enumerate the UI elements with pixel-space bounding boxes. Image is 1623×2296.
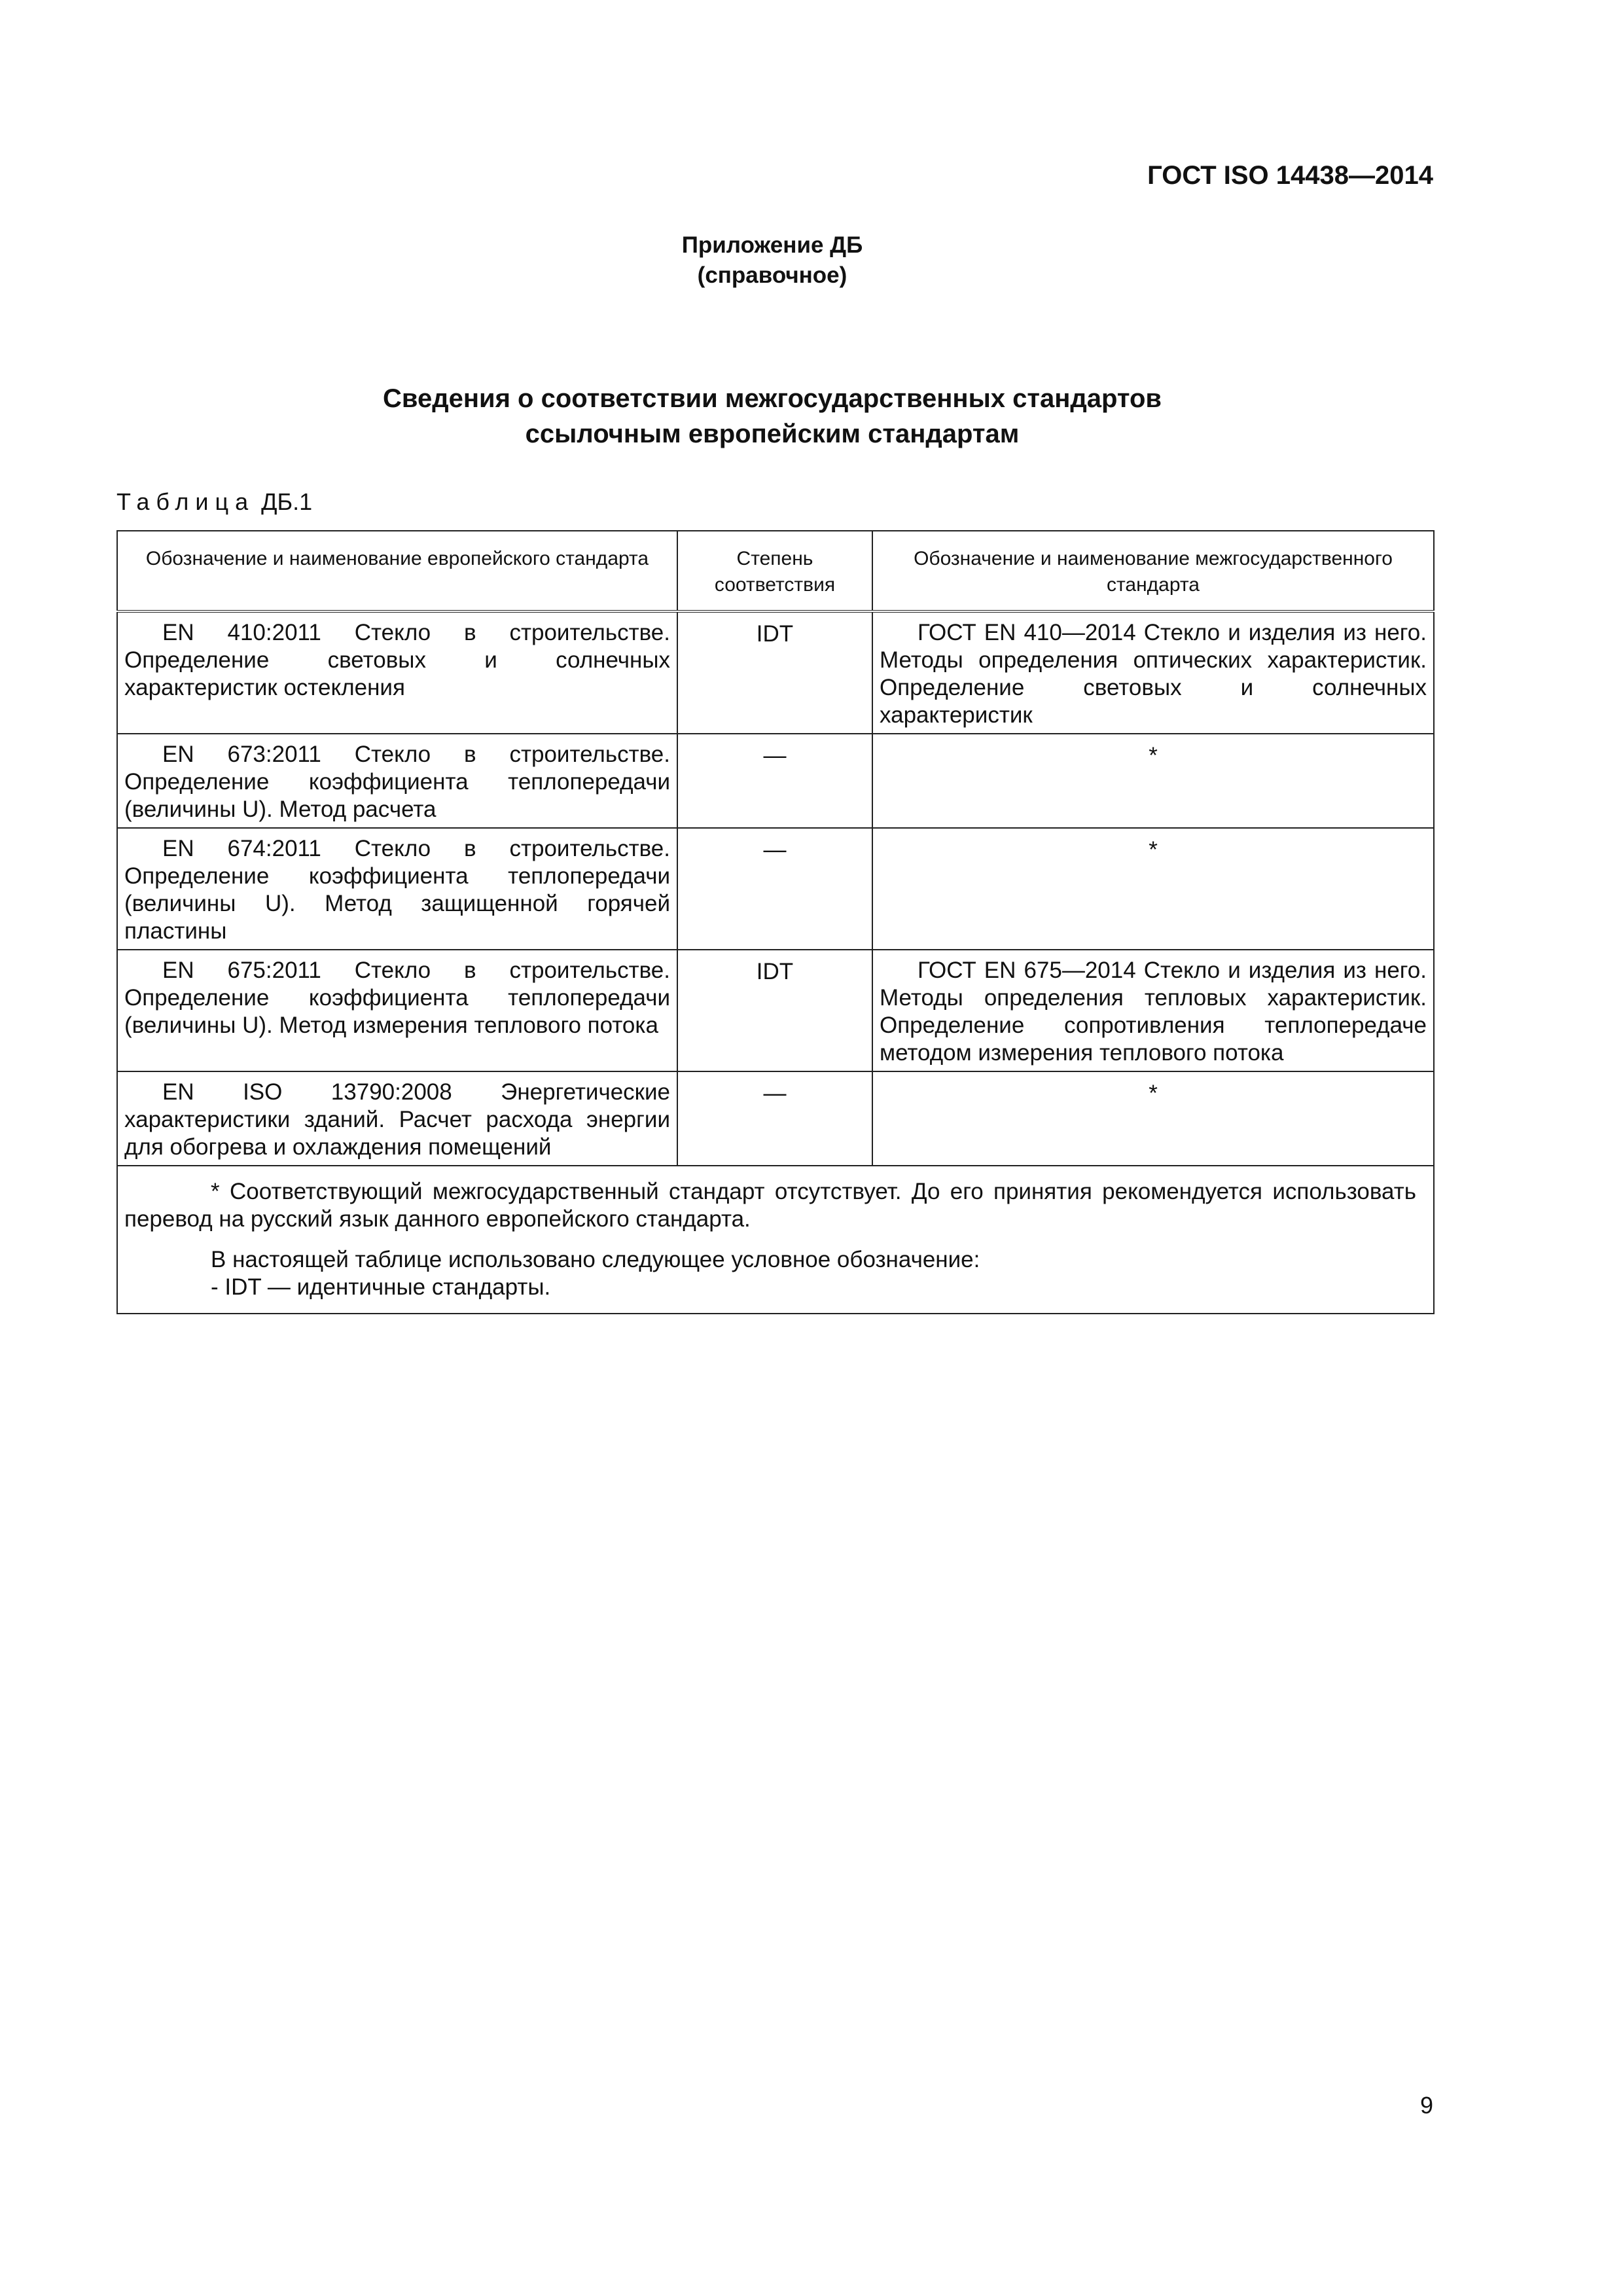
degree-text: — xyxy=(763,743,787,768)
appendix-label: Приложение ДБ xyxy=(681,232,863,258)
interstate-standard-text: * xyxy=(1149,837,1158,863)
degree-cell xyxy=(677,950,872,1071)
interstate-standard-cell xyxy=(872,1071,1434,1166)
header-degree: Степень соответствия xyxy=(677,531,872,611)
interstate-standard-cell xyxy=(872,734,1434,828)
degree-cell xyxy=(677,734,872,828)
interstate-standard-cell xyxy=(872,611,1434,734)
section-title xyxy=(0,381,1544,452)
table-row xyxy=(117,950,1434,1071)
european-standard-cell xyxy=(117,734,677,828)
degree-text: — xyxy=(763,1081,787,1106)
table-header-row xyxy=(117,531,1434,611)
european-standard-text: EN 673:2011 Стекло в строительстве. Определение коэффициента теплопередачи (величины U). Метод расчета xyxy=(124,742,670,822)
interstate-standard-text: ГОСТ EN 675—2014 Стекло и изделия из него. Методы определения тепловых характеристик. Определение сопротивления теплопередаче методом измерения теплового потока xyxy=(880,958,1427,1066)
degree-text: IDT xyxy=(756,621,794,647)
header-interstate-standard: Обозначение и наименование межгосударственного стандарта xyxy=(872,531,1434,611)
degree-cell xyxy=(677,1071,872,1166)
legend-intro: В настоящей таблице использовано следующее условное обозначение: xyxy=(211,1247,980,1272)
table-row xyxy=(117,1071,1434,1166)
document-code: ГОСТ ISO 14438—2014 xyxy=(1147,161,1433,190)
european-standard-cell xyxy=(117,611,677,734)
table-row xyxy=(117,734,1434,828)
european-standard-cell xyxy=(117,1071,677,1166)
table-caption-word: Таблица xyxy=(116,488,255,515)
degree-text: IDT xyxy=(756,959,794,984)
degree-cell xyxy=(677,611,872,734)
legend-item: - IDT — идентичные стандарты. xyxy=(211,1274,551,1300)
european-standard-text: EN 410:2011 Стекло в строительстве. Определение световых и солнечных характеристик остекления xyxy=(124,620,670,700)
interstate-standard-text: * xyxy=(1149,1081,1158,1106)
appendix-heading xyxy=(0,230,1544,291)
table-caption-number: ДБ.1 xyxy=(261,488,313,515)
table-footer-row xyxy=(117,1166,1434,1314)
european-standard-text: EN 674:2011 Стекло в строительстве. Определение коэффициента теплопередачи (величины U). Метод защищенной горячей пластины xyxy=(124,836,670,944)
table-footer-cell xyxy=(117,1166,1434,1314)
header-european-standard: Обозначение и наименование европейского стандарта xyxy=(117,531,677,611)
section-title-line-2: ссылочным европейским стандартам xyxy=(525,420,1020,448)
table-row xyxy=(117,611,1434,734)
european-standard-text: EN ISO 13790:2008 Энергетические характеристики зданий. Расчет расхода энергии для обогрева и охлаждения помещений xyxy=(124,1079,670,1160)
european-standard-cell xyxy=(117,828,677,950)
table-footnote: * Соответствующий межгосударственный стандарт отсутствует. До его принятия рекомендуется использовать перевод на русский язык данного европейского стандарта. xyxy=(124,1179,1416,1232)
appendix-type: (справочное) xyxy=(697,262,847,288)
section-title-line-1: Сведения о соответствии межгосударственных стандартов xyxy=(383,384,1162,413)
interstate-standard-cell xyxy=(872,950,1434,1071)
correspondence-table xyxy=(116,530,1435,1314)
interstate-standard-cell xyxy=(872,828,1434,950)
degree-cell xyxy=(677,828,872,950)
european-standard-cell xyxy=(117,950,677,1071)
table-caption xyxy=(116,488,312,516)
table-row xyxy=(117,828,1434,950)
european-standard-text: EN 675:2011 Стекло в строительстве. Определение коэффициента теплопередачи (величины U). Метод измерения теплового потока xyxy=(124,958,670,1038)
degree-text: — xyxy=(763,837,787,863)
page-number: 9 xyxy=(1419,2092,1433,2119)
interstate-standard-text: ГОСТ EN 410—2014 Стекло и изделия из него. Методы определения оптических характеристик. Определение световых и солнечных характеристик xyxy=(880,620,1427,728)
interstate-standard-text: * xyxy=(1149,743,1158,768)
